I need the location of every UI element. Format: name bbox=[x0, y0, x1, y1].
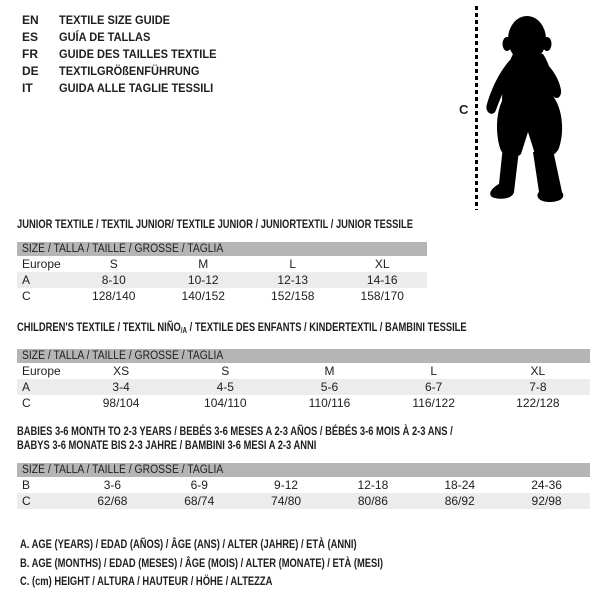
table-row bbox=[17, 395, 590, 411]
cell-value: 7-8 bbox=[529, 380, 547, 394]
language-title: GUIDA ALLE TAGLIE TESSILI bbox=[59, 81, 214, 95]
row-label: Europe bbox=[22, 257, 61, 271]
height-measure-dashed-line bbox=[475, 6, 478, 210]
size-table-children bbox=[17, 320, 590, 411]
cell-value: 4-5 bbox=[216, 380, 234, 394]
language-row bbox=[22, 13, 230, 30]
language-row bbox=[22, 47, 230, 64]
table-title-line bbox=[17, 424, 464, 438]
cell-value: 9-12 bbox=[274, 478, 299, 492]
row-label: C bbox=[22, 396, 31, 410]
cell-value: 12-18 bbox=[357, 478, 389, 492]
cell-value: 24-36 bbox=[531, 478, 562, 492]
table-title-text: BABYS 3-6 MONATE BIS 2-3 JAHRE / BAMBINI 3-6 MESI A 2-3 ANNI bbox=[17, 438, 317, 452]
table-title-line bbox=[17, 320, 467, 338]
table-title-text: JUNIOR TEXTILE / TEXTIL JUNIOR/ TEXTILE JUNIOR / JUNIORTEXTIL / JUNIOR TESSILE bbox=[17, 217, 413, 231]
cell-value: XL bbox=[374, 257, 390, 271]
size-header-label: SIZE / TALLA / TAILLE / GRÖSSE / TAGLIA bbox=[22, 243, 224, 255]
cell-value: M bbox=[324, 364, 335, 378]
table-row bbox=[17, 256, 427, 272]
table-title-text: BABIES 3-6 MONTH TO 2-3 YEARS / BEBÉS 3-6 MESES A 2-3 AÑOS / BÉBÉS 3-6 MOIS À 2-3 ANS / bbox=[17, 424, 453, 438]
table-title bbox=[17, 424, 590, 452]
cell-value: 10-12 bbox=[187, 273, 219, 287]
cell-value: 3-4 bbox=[112, 380, 130, 394]
cell-value: 104/110 bbox=[204, 396, 247, 410]
language-row bbox=[22, 81, 230, 98]
language-code: DE bbox=[22, 64, 39, 78]
table-row bbox=[17, 493, 590, 509]
cell-value: S bbox=[109, 257, 118, 271]
row-label: Europe bbox=[22, 364, 61, 378]
legend-note: C. (cm) HEIGHT / ALTURA / HAUTEUR / HÖHE / ALTEZZA bbox=[20, 574, 273, 588]
size-header-bar bbox=[17, 463, 590, 477]
table-title-line bbox=[17, 438, 464, 452]
table-title bbox=[17, 320, 590, 338]
legend-note: B. AGE (MONTHS) / EDAD (MESES) / ÂGE (MOIS) / ALTER (MONATE) / ETÀ (MESI) bbox=[20, 555, 383, 570]
table-row bbox=[17, 379, 590, 395]
cell-value: 116/122 bbox=[412, 396, 455, 410]
size-table-body bbox=[17, 256, 427, 304]
cell-value: 68/74 bbox=[184, 494, 215, 508]
size-table bbox=[17, 256, 427, 304]
table-title-text: /A bbox=[180, 326, 188, 335]
legend-notes bbox=[20, 535, 600, 591]
language-title: TEXTILE SIZE GUIDE bbox=[59, 13, 171, 27]
language-row bbox=[22, 64, 230, 81]
language-title: TEXTILGRÖßENFÜHRUNG bbox=[59, 64, 200, 78]
row-label: A bbox=[22, 380, 31, 394]
language-title: GUÍA DE TALLAS bbox=[59, 30, 151, 44]
table-row bbox=[17, 288, 427, 304]
table-title bbox=[17, 217, 427, 231]
cell-value: 74/80 bbox=[271, 494, 302, 508]
size-header-bar bbox=[17, 349, 590, 363]
cell-value: L bbox=[289, 257, 297, 271]
height-measure-label: C bbox=[459, 102, 469, 117]
baby-figure bbox=[450, 0, 600, 222]
size-table-body bbox=[17, 363, 590, 411]
size-table-body bbox=[17, 477, 590, 509]
table-title-text: CHILDREN'S TEXTILE / TEXTIL NIÑO bbox=[17, 320, 181, 334]
table-row bbox=[17, 272, 427, 288]
cell-value: 158/170 bbox=[360, 289, 404, 303]
cell-value: 14-16 bbox=[366, 273, 398, 287]
cell-value: M bbox=[198, 257, 209, 271]
cell-value: 5-6 bbox=[320, 380, 339, 394]
cell-value: 86/92 bbox=[444, 494, 475, 508]
language-code: IT bbox=[22, 81, 33, 95]
row-label: B bbox=[22, 478, 31, 492]
language-row bbox=[22, 30, 230, 47]
cell-value: 8-10 bbox=[101, 273, 126, 287]
language-code: ES bbox=[22, 30, 39, 44]
size-header-label: SIZE / TALLA / TAILLE / GRÖSSE / TAGLIA bbox=[22, 350, 224, 362]
cell-value: 122/128 bbox=[516, 396, 560, 410]
language-code: EN bbox=[22, 13, 39, 27]
cell-value: 18-24 bbox=[444, 478, 476, 492]
table-row bbox=[17, 477, 590, 493]
cell-value: 62/68 bbox=[97, 494, 128, 508]
table-title-line bbox=[17, 217, 413, 231]
cell-value: XS bbox=[113, 364, 130, 378]
row-label: C bbox=[22, 289, 31, 303]
size-table-babies bbox=[17, 424, 590, 509]
cell-value: 140/152 bbox=[181, 289, 225, 303]
table-title-text: / TEXTILE DES ENFANTS / KINDERTEXTIL / BAMBINI TESSILE bbox=[187, 320, 467, 334]
cell-value: 80/86 bbox=[357, 494, 388, 508]
size-table bbox=[17, 363, 590, 411]
language-list bbox=[22, 13, 230, 98]
cell-value: XL bbox=[530, 364, 546, 378]
size-table bbox=[17, 477, 590, 509]
row-label: C bbox=[22, 494, 31, 508]
baby-silhouette-icon bbox=[483, 8, 571, 208]
cell-value: 110/116 bbox=[308, 396, 351, 410]
cell-value: 98/104 bbox=[102, 396, 140, 410]
cell-value: 6-7 bbox=[424, 380, 443, 394]
language-code: FR bbox=[22, 47, 38, 61]
size-table-junior bbox=[17, 217, 427, 304]
cell-value: L bbox=[430, 364, 437, 378]
legend-note: A. AGE (YEARS) / EDAD (AÑOS) / ÂGE (ANS) / ALTER (JAHRE) / ETÀ (ANNI) bbox=[20, 537, 357, 551]
size-header-bar bbox=[17, 242, 427, 256]
cell-value: 3-6 bbox=[103, 478, 122, 492]
table-row bbox=[17, 363, 590, 379]
cell-value: 152/158 bbox=[271, 289, 315, 303]
cell-value: 92/98 bbox=[531, 494, 562, 508]
cell-value: 6-9 bbox=[190, 478, 208, 492]
row-label: A bbox=[22, 273, 31, 287]
language-title: GUIDE DES TAILLES TEXTILE bbox=[59, 47, 217, 61]
cell-value: 12-13 bbox=[277, 273, 309, 287]
cell-value: S bbox=[221, 364, 230, 378]
size-header-label: SIZE / TALLA / TAILLE / GRÖSSE / TAGLIA bbox=[22, 464, 224, 476]
cell-value: 128/140 bbox=[92, 289, 136, 303]
